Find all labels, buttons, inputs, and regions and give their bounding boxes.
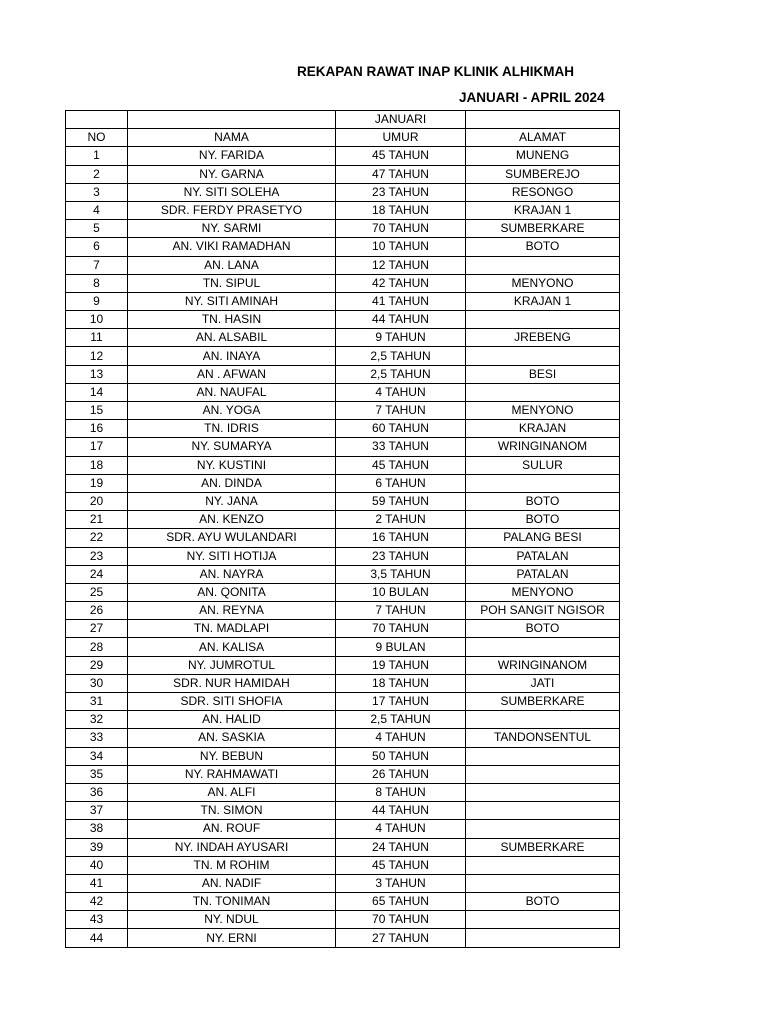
cell-alamat: SUMBERKARE: [466, 220, 620, 238]
cell-no: 8: [66, 274, 128, 292]
cell-nama: NY. RAHMAWATI: [128, 765, 336, 783]
cell-no: 3: [66, 183, 128, 201]
cell-alamat: [466, 711, 620, 729]
table-row: [66, 565, 620, 583]
cell-alamat: BOTO: [466, 238, 620, 256]
cell-umur: 4 TAHUN: [336, 729, 466, 747]
cell-nama: SDR. AYU WULANDARI: [128, 529, 336, 547]
table-row: [66, 820, 620, 838]
cell-umur: 42 TAHUN: [336, 274, 466, 292]
cell-no: 1: [66, 147, 128, 165]
cell-alamat: PATALAN: [466, 565, 620, 583]
cell-nama: SDR. NUR HAMIDAH: [128, 674, 336, 692]
table-row: [66, 511, 620, 529]
cell-alamat: KRAJAN 1: [466, 292, 620, 310]
cell-umur: 18 TAHUN: [336, 674, 466, 692]
cell-nama: AN. LANA: [128, 256, 336, 274]
table-row: [66, 856, 620, 874]
cell-no: 44: [66, 929, 128, 947]
cell-nama: AN. VIKI RAMADHAN: [128, 238, 336, 256]
table-row: [66, 765, 620, 783]
cell-umur: 65 TAHUN: [336, 893, 466, 911]
cell-nama: TN. IDRIS: [128, 420, 336, 438]
table-row: [66, 656, 620, 674]
cell-umur: 70 TAHUN: [336, 911, 466, 929]
cell-umur: 2,5 TAHUN: [336, 347, 466, 365]
table-row: [66, 893, 620, 911]
table-row: [66, 201, 620, 219]
cell-alamat: RESONGO: [466, 183, 620, 201]
cell-alamat: [466, 929, 620, 947]
cell-no: 16: [66, 420, 128, 438]
cell-umur: 27 TAHUN: [336, 929, 466, 947]
cell-umur: 47 TAHUN: [336, 165, 466, 183]
table-row: [66, 747, 620, 765]
table-row: [66, 256, 620, 274]
month-label: JANUARI: [336, 111, 466, 129]
report-title: REKAPAN RAWAT INAP KLINIK ALHIKMAH: [297, 64, 574, 79]
cell-umur: 3 TAHUN: [336, 874, 466, 892]
cell-alamat: BOTO: [466, 511, 620, 529]
cell-umur: 70 TAHUN: [336, 220, 466, 238]
cell-no: 35: [66, 765, 128, 783]
table-row: [66, 492, 620, 510]
cell-alamat: [466, 856, 620, 874]
cell-umur: 60 TAHUN: [336, 420, 466, 438]
cell-alamat: KRAJAN: [466, 420, 620, 438]
cell-alamat: [466, 820, 620, 838]
cell-no: 2: [66, 165, 128, 183]
cell-alamat: TANDONSENTUL: [466, 729, 620, 747]
cell-umur: 9 TAHUN: [336, 329, 466, 347]
month-row: [66, 111, 620, 129]
cell-umur: 16 TAHUN: [336, 529, 466, 547]
cell-nama: AN. NADIF: [128, 874, 336, 892]
cell-alamat: KRAJAN 1: [466, 201, 620, 219]
cell-no: 26: [66, 602, 128, 620]
cell-umur: 4 TAHUN: [336, 820, 466, 838]
month-cell-alamat: [466, 111, 620, 129]
cell-nama: AN. ROUF: [128, 820, 336, 838]
table-row: [66, 711, 620, 729]
cell-nama: NY. JUMROTUL: [128, 656, 336, 674]
cell-nama: AN . AFWAN: [128, 365, 336, 383]
cell-no: 17: [66, 438, 128, 456]
table-row: [66, 456, 620, 474]
cell-no: 4: [66, 201, 128, 219]
table-row: [66, 474, 620, 492]
cell-alamat: BESI: [466, 365, 620, 383]
table-row: [66, 183, 620, 201]
cell-nama: AN. ALSABIL: [128, 329, 336, 347]
cell-nama: TN. TONIMAN: [128, 893, 336, 911]
cell-alamat: [466, 311, 620, 329]
table-row: [66, 347, 620, 365]
cell-umur: 2,5 TAHUN: [336, 365, 466, 383]
cell-no: 24: [66, 565, 128, 583]
header-no: NO: [66, 129, 128, 147]
cell-no: 15: [66, 402, 128, 420]
cell-no: 38: [66, 820, 128, 838]
cell-alamat: [466, 874, 620, 892]
table-row: [66, 674, 620, 692]
cell-nama: AN. ALFI: [128, 783, 336, 801]
cell-no: 6: [66, 238, 128, 256]
cell-nama: AN. KALISA: [128, 638, 336, 656]
cell-no: 25: [66, 583, 128, 601]
cell-alamat: PATALAN: [466, 547, 620, 565]
cell-umur: 2 TAHUN: [336, 511, 466, 529]
cell-no: 22: [66, 529, 128, 547]
cell-no: 42: [66, 893, 128, 911]
cell-nama: NY. NDUL: [128, 911, 336, 929]
cell-nama: AN. YOGA: [128, 402, 336, 420]
month-cell-nama: [128, 111, 336, 129]
cell-umur: 24 TAHUN: [336, 838, 466, 856]
cell-alamat: MENYONO: [466, 402, 620, 420]
report-period: JANUARI - APRIL 2024: [459, 90, 605, 105]
table-row: [66, 802, 620, 820]
cell-nama: NY. JANA: [128, 492, 336, 510]
cell-alamat: MUNENG: [466, 147, 620, 165]
cell-no: 9: [66, 292, 128, 310]
cell-umur: 10 TAHUN: [336, 238, 466, 256]
table-row: [66, 220, 620, 238]
table-row: [66, 529, 620, 547]
cell-nama: AN. DINDA: [128, 474, 336, 492]
cell-nama: NY. KUSTINI: [128, 456, 336, 474]
cell-umur: 12 TAHUN: [336, 256, 466, 274]
cell-nama: NY. SARMI: [128, 220, 336, 238]
cell-umur: 8 TAHUN: [336, 783, 466, 801]
cell-alamat: [466, 638, 620, 656]
cell-nama: SDR. FERDY PRASETYO: [128, 201, 336, 219]
table-row: [66, 438, 620, 456]
patient-table: [65, 110, 620, 948]
cell-nama: NY. BEBUN: [128, 747, 336, 765]
cell-umur: 26 TAHUN: [336, 765, 466, 783]
table-row: [66, 620, 620, 638]
table-row: [66, 729, 620, 747]
cell-alamat: [466, 765, 620, 783]
table-row: [66, 420, 620, 438]
cell-umur: 45 TAHUN: [336, 147, 466, 165]
cell-no: 20: [66, 492, 128, 510]
cell-alamat: POH SANGIT NGISOR: [466, 602, 620, 620]
cell-umur: 41 TAHUN: [336, 292, 466, 310]
cell-no: 34: [66, 747, 128, 765]
cell-nama: TN. MADLAPI: [128, 620, 336, 638]
cell-no: 12: [66, 347, 128, 365]
cell-no: 40: [66, 856, 128, 874]
cell-nama: AN. INAYA: [128, 347, 336, 365]
cell-alamat: BOTO: [466, 893, 620, 911]
cell-no: 37: [66, 802, 128, 820]
cell-no: 13: [66, 365, 128, 383]
cell-alamat: [466, 747, 620, 765]
cell-no: 28: [66, 638, 128, 656]
cell-alamat: [466, 474, 620, 492]
cell-alamat: MENYONO: [466, 274, 620, 292]
cell-alamat: [466, 383, 620, 401]
cell-no: 14: [66, 383, 128, 401]
cell-nama: TN. HASIN: [128, 311, 336, 329]
cell-nama: NY. SITI HOTIJA: [128, 547, 336, 565]
table-row: [66, 365, 620, 383]
header-row: [66, 129, 620, 147]
table-row: [66, 274, 620, 292]
cell-alamat: SUMBEREJO: [466, 165, 620, 183]
cell-nama: AN. QONITA: [128, 583, 336, 601]
header-umur: UMUR: [336, 129, 466, 147]
table-row: [66, 329, 620, 347]
table-row: [66, 602, 620, 620]
cell-no: 5: [66, 220, 128, 238]
cell-alamat: PALANG BESI: [466, 529, 620, 547]
table-row: [66, 583, 620, 601]
cell-umur: 70 TAHUN: [336, 620, 466, 638]
cell-nama: NY. SITI SOLEHA: [128, 183, 336, 201]
table-row: [66, 874, 620, 892]
cell-nama: NY. SUMARYA: [128, 438, 336, 456]
cell-no: 11: [66, 329, 128, 347]
cell-umur: 45 TAHUN: [336, 456, 466, 474]
cell-nama: TN. M ROHIM: [128, 856, 336, 874]
cell-no: 33: [66, 729, 128, 747]
cell-nama: AN. HALID: [128, 711, 336, 729]
cell-umur: 9 BULAN: [336, 638, 466, 656]
cell-nama: NY. GARNA: [128, 165, 336, 183]
cell-alamat: JATI: [466, 674, 620, 692]
month-cell-no: [66, 111, 128, 129]
cell-alamat: SUMBERKARE: [466, 838, 620, 856]
cell-alamat: JREBENG: [466, 329, 620, 347]
cell-umur: 44 TAHUN: [336, 802, 466, 820]
cell-umur: 45 TAHUN: [336, 856, 466, 874]
table-row: [66, 147, 620, 165]
cell-alamat: [466, 783, 620, 801]
cell-alamat: SUMBERKARE: [466, 693, 620, 711]
cell-umur: 50 TAHUN: [336, 747, 466, 765]
cell-nama: NY. ERNI: [128, 929, 336, 947]
table-row: [66, 238, 620, 256]
cell-nama: AN. NAYRA: [128, 565, 336, 583]
header-nama: NAMA: [128, 129, 336, 147]
cell-no: 21: [66, 511, 128, 529]
table-row: [66, 783, 620, 801]
cell-no: 27: [66, 620, 128, 638]
cell-no: 36: [66, 783, 128, 801]
cell-umur: 2,5 TAHUN: [336, 711, 466, 729]
cell-alamat: MENYONO: [466, 583, 620, 601]
table-row: [66, 838, 620, 856]
cell-no: 32: [66, 711, 128, 729]
cell-umur: 6 TAHUN: [336, 474, 466, 492]
cell-nama: AN. NAUFAL: [128, 383, 336, 401]
cell-umur: 33 TAHUN: [336, 438, 466, 456]
cell-no: 7: [66, 256, 128, 274]
cell-nama: TN. SIMON: [128, 802, 336, 820]
cell-umur: 18 TAHUN: [336, 201, 466, 219]
cell-alamat: WRINGINANOM: [466, 656, 620, 674]
cell-nama: NY. SITI AMINAH: [128, 292, 336, 310]
cell-nama: AN. SASKIA: [128, 729, 336, 747]
cell-umur: 23 TAHUN: [336, 547, 466, 565]
cell-umur: 7 TAHUN: [336, 602, 466, 620]
cell-no: 18: [66, 456, 128, 474]
table-row: [66, 911, 620, 929]
table-row: [66, 929, 620, 947]
cell-alamat: BOTO: [466, 620, 620, 638]
cell-nama: AN. KENZO: [128, 511, 336, 529]
table-row: [66, 402, 620, 420]
cell-nama: AN. REYNA: [128, 602, 336, 620]
cell-alamat: WRINGINANOM: [466, 438, 620, 456]
cell-nama: SDR. SITI SHOFIA: [128, 693, 336, 711]
cell-nama: TN. SIPUL: [128, 274, 336, 292]
cell-no: 43: [66, 911, 128, 929]
cell-no: 30: [66, 674, 128, 692]
cell-nama: NY. FARIDA: [128, 147, 336, 165]
cell-umur: 17 TAHUN: [336, 693, 466, 711]
table-row: [66, 693, 620, 711]
cell-alamat: [466, 802, 620, 820]
cell-no: 41: [66, 874, 128, 892]
cell-no: 29: [66, 656, 128, 674]
cell-no: 10: [66, 311, 128, 329]
cell-no: 31: [66, 693, 128, 711]
table-row: [66, 165, 620, 183]
cell-umur: 23 TAHUN: [336, 183, 466, 201]
cell-no: 39: [66, 838, 128, 856]
header-alamat: ALAMAT: [466, 129, 620, 147]
table-row: [66, 638, 620, 656]
cell-alamat: SULUR: [466, 456, 620, 474]
cell-alamat: [466, 347, 620, 365]
cell-alamat: BOTO: [466, 492, 620, 510]
cell-umur: 19 TAHUN: [336, 656, 466, 674]
cell-umur: 7 TAHUN: [336, 402, 466, 420]
cell-no: 19: [66, 474, 128, 492]
cell-nama: NY. INDAH AYUSARI: [128, 838, 336, 856]
cell-umur: 4 TAHUN: [336, 383, 466, 401]
cell-umur: 10 BULAN: [336, 583, 466, 601]
cell-alamat: [466, 911, 620, 929]
cell-no: 23: [66, 547, 128, 565]
cell-umur: 3,5 TAHUN: [336, 565, 466, 583]
table-row: [66, 547, 620, 565]
table-row: [66, 383, 620, 401]
cell-umur: 59 TAHUN: [336, 492, 466, 510]
table-row: [66, 311, 620, 329]
cell-umur: 44 TAHUN: [336, 311, 466, 329]
table-row: [66, 292, 620, 310]
cell-alamat: [466, 256, 620, 274]
